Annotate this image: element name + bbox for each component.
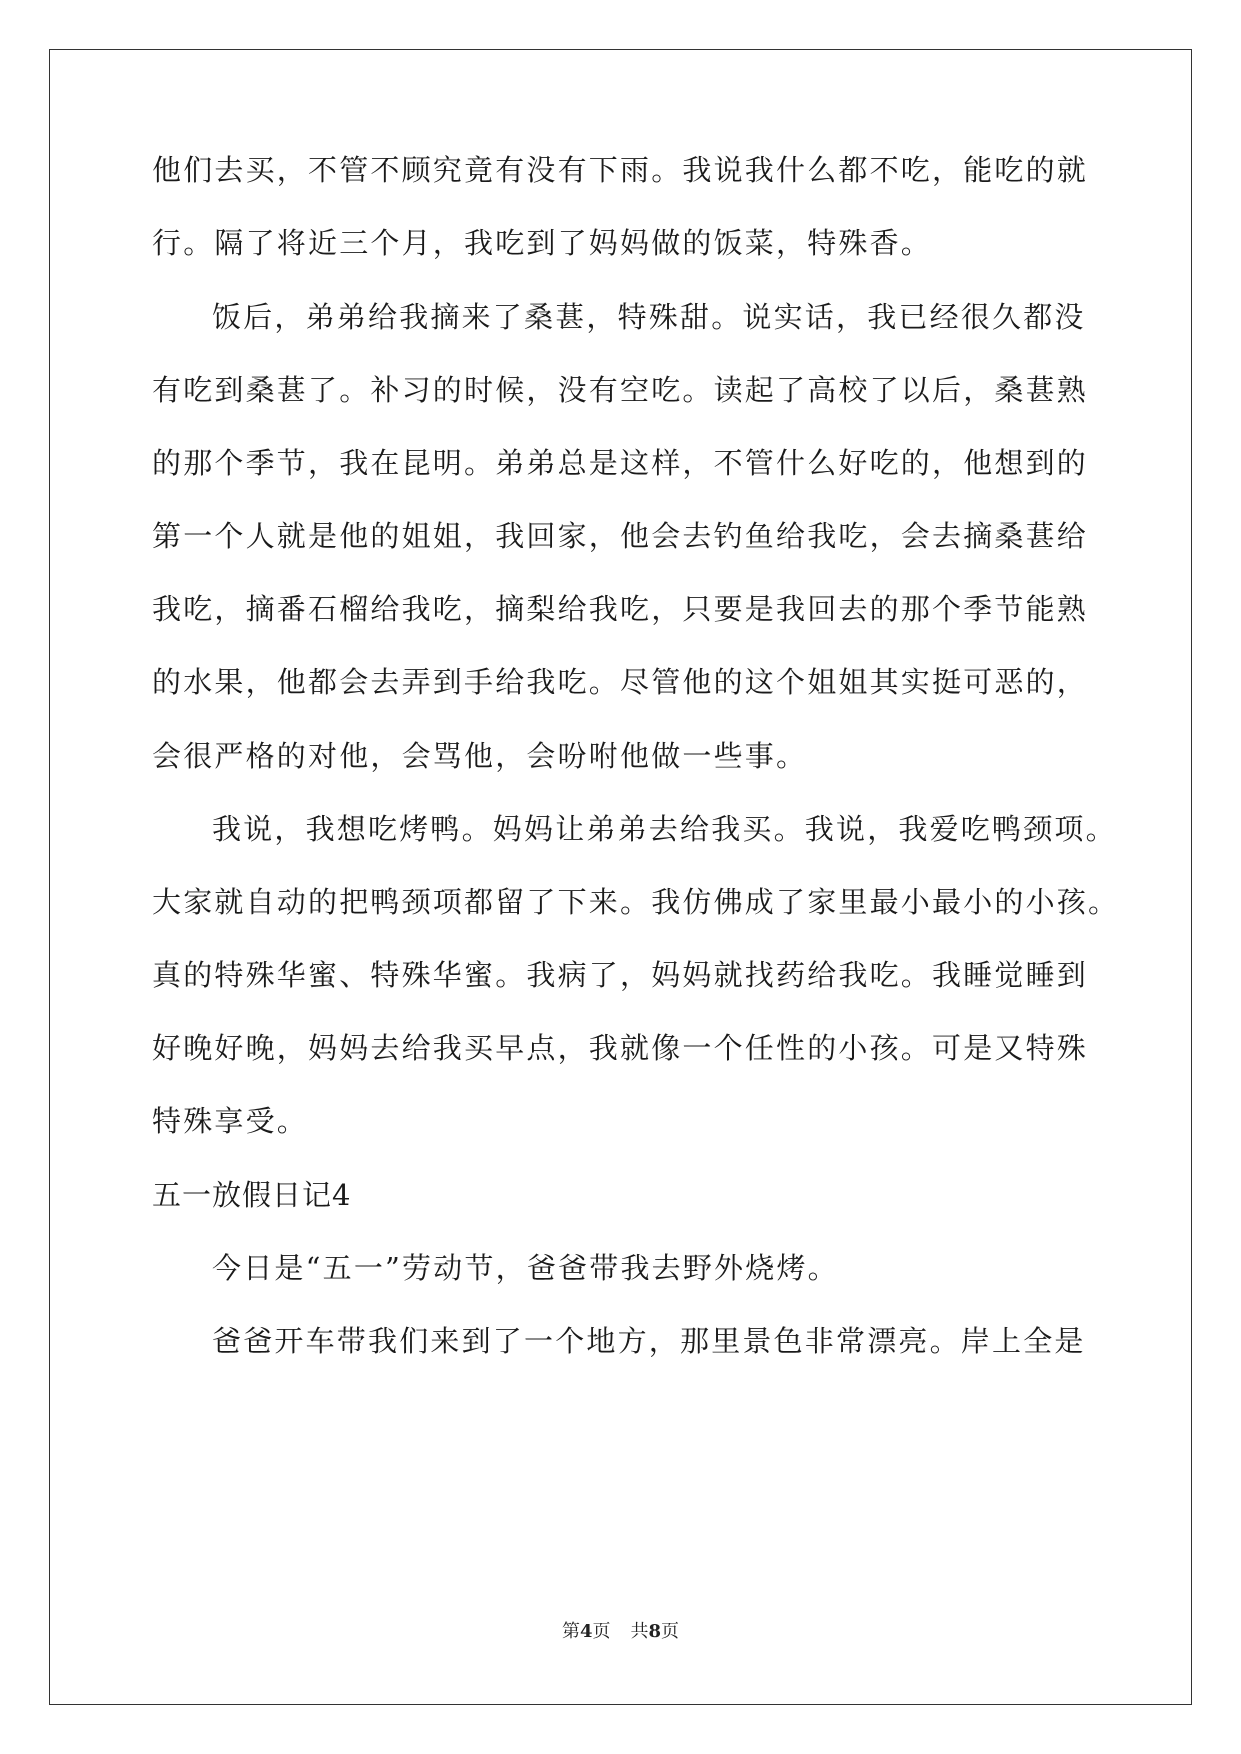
page-prefix: 第 [561,1621,580,1642]
body-text-line: 饭后，弟弟给我摘来了桑葚，特殊甜。说实话，我已经很久都没 [212,300,1086,334]
section-heading: 五一放假日记4 [152,1178,352,1212]
body-text-line: 我说，我想吃烤鸭。妈妈让弟弟去给我买。我说，我爱吃鸭颈项。 [212,812,1117,846]
body-text-line: 好晚好晚，妈妈去给我买早点，我就像一个任性的小孩。可是又特殊 [152,1031,1089,1065]
body-text-line: 爸爸开车带我们来到了一个地方，那里景色非常漂亮。岸上全是 [212,1324,1086,1358]
body-text-line: 的那个季节，我在昆明。弟弟总是这样，不管什么好吃的，他想到的 [152,446,1089,480]
total-suffix: 页 [661,1621,680,1642]
body-text-line: 会很严格的对他，会骂他，会吩咐他做一些事。 [152,739,808,773]
page-suffix: 页 [592,1621,611,1642]
body-text-line: 的水果，他都会去弄到手给我吃。尽管他的这个姐姐其实挺可恶的， [152,665,1089,699]
total-prefix: 共 [630,1621,649,1642]
body-text-line: 有吃到桑葚了。补习的时候，没有空吃。读起了高校了以后，桑葚熟 [152,373,1089,407]
body-text-line: 行。隔了将近三个月，我吃到了妈妈做的饭菜，特殊香。 [152,226,933,260]
body-text-line: 特殊享受。 [152,1104,309,1138]
body-text-line: 第一个人就是他的姐姐，我回家，他会去钓鱼给我吃，会去摘桑葚给 [152,519,1089,553]
body-text-line: 真的特殊华蜜、特殊华蜜。我病了，妈妈就找药给我吃。我睡觉睡到 [152,958,1089,992]
body-text-line: 大家就自动的把鸭颈项都留了下来。我仿佛成了家里最小最小的小孩。 [152,885,1120,919]
body-text-line: 我吃，摘番石榴给我吃，摘梨给我吃，只要是我回去的那个季节能熟 [152,592,1089,626]
body-text-line: 今日是“五一”劳动节，爸爸带我去野外烧烤。 [212,1251,839,1285]
page-total-number: 8 [648,1621,662,1642]
body-text-line: 他们去买，不管不顾究竟有没有下雨。我说我什么都不吃，能吃的就 [152,153,1089,187]
page-current-number: 4 [579,1621,593,1642]
page-footer [0,1620,1241,1644]
